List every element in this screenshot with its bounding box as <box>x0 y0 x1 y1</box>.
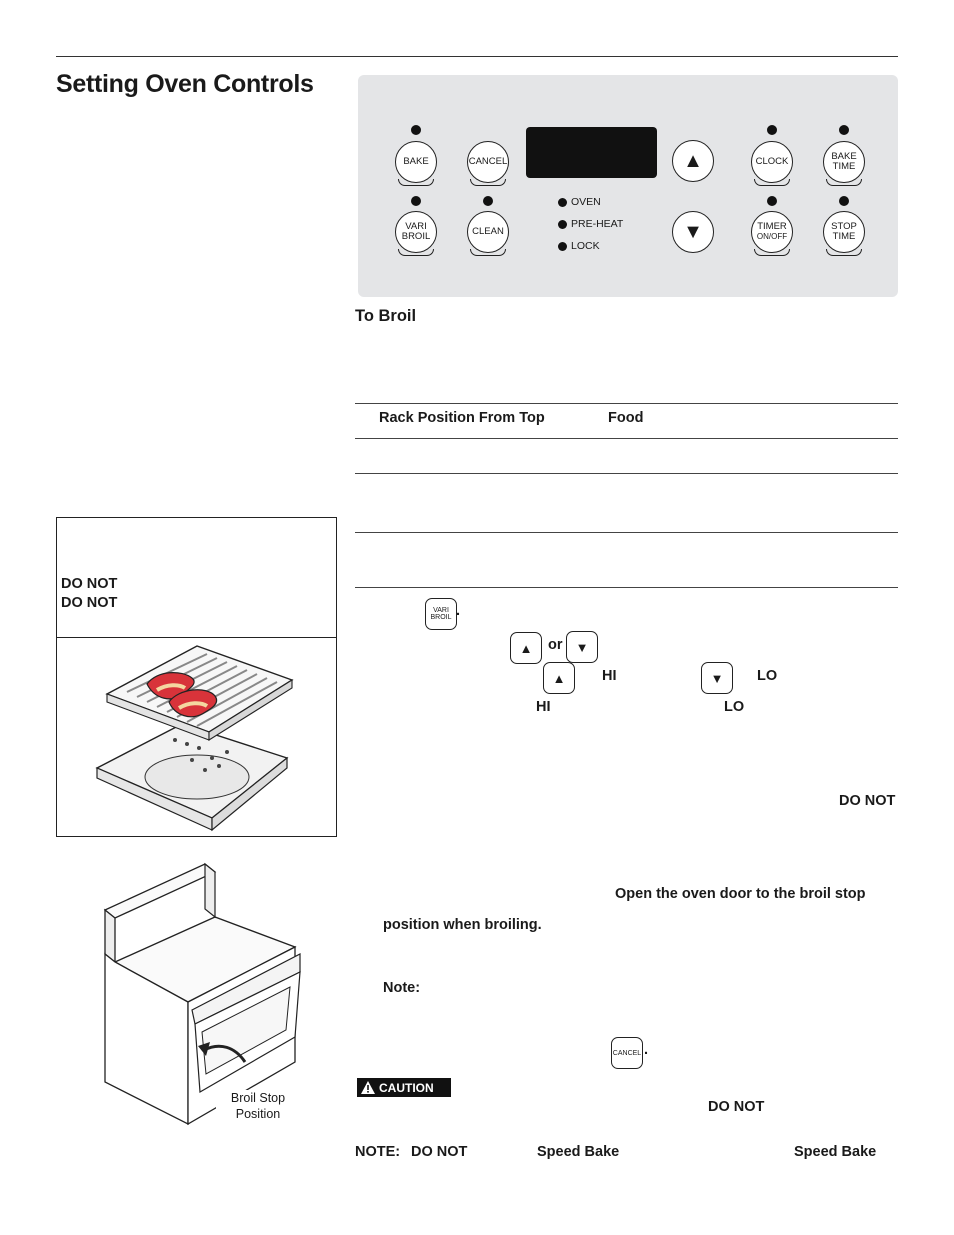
note-label: Note: <box>383 980 421 996</box>
warning-do-not: DO NOT <box>61 595 118 611</box>
section-heading: To Broil <box>355 307 417 325</box>
step-period: . <box>456 603 461 619</box>
top-rule <box>56 56 898 57</box>
table-rule <box>355 532 898 533</box>
table-rule <box>355 587 898 588</box>
down-arrow-icon: ▼ <box>566 631 598 663</box>
clean-indicator <box>483 196 493 206</box>
table-rule <box>355 473 898 474</box>
warning-do-not: DO NOT <box>61 576 118 592</box>
clock-indicator <box>767 125 777 135</box>
up-arrow-icon: ▲ <box>543 662 575 694</box>
up-arrow-button[interactable] <box>672 140 714 182</box>
stop-time-indicator <box>839 196 849 206</box>
stop-time-button[interactable]: STOP TIME <box>823 211 865 253</box>
oven-control-panel <box>358 75 898 297</box>
lo-label: LO <box>757 668 778 684</box>
hi-label: HI <box>602 668 617 684</box>
table-rule <box>355 403 898 404</box>
oven-status: OVEN <box>558 196 601 208</box>
down-arrow-icon: ▼ <box>683 220 703 243</box>
caution-do-not: DO NOT <box>708 1099 765 1115</box>
hi-label: HI <box>536 699 551 715</box>
preheat-status: PRE-HEAT <box>558 218 623 230</box>
bottom-note-do-not: DO NOT <box>411 1144 468 1160</box>
up-arrow-icon: ▲ <box>683 149 703 172</box>
table-header-rack: Rack Position From Top <box>379 410 545 426</box>
bake-time-indicator <box>839 125 849 135</box>
speed-bake-text: Speed Bake <box>537 1144 620 1160</box>
clock-display <box>526 127 657 178</box>
clock-button[interactable]: CLOCK <box>751 141 793 183</box>
timer-button[interactable]: TIMER ON/OFF <box>751 211 793 253</box>
step-period: . <box>644 1042 649 1058</box>
down-arrow-icon: ▼ <box>701 662 733 694</box>
cancel-button[interactable]: CANCEL <box>467 141 509 183</box>
up-arrow-icon: ▲ <box>510 632 542 664</box>
table-header-food: Food <box>608 410 644 426</box>
lo-label: LO <box>724 699 745 715</box>
broil-stop-label: Broil Stop Position <box>216 1090 300 1122</box>
vari-broil-indicator <box>411 196 421 206</box>
do-not-text: DO NOT <box>839 793 896 809</box>
broil-stop-instruction-cont: position when broiling. <box>383 917 542 933</box>
bottom-note-label: NOTE: <box>355 1144 401 1160</box>
page-title: Setting Oven Controls <box>56 70 314 98</box>
range-broil-stop-illustration <box>100 862 315 1128</box>
vari-broil-mini-icon: VARI BROIL <box>425 598 457 630</box>
bake-time-button[interactable]: BAKE TIME <box>823 141 865 183</box>
caution-badge: CAUTION <box>357 1078 451 1097</box>
speed-bake-text: Speed Bake <box>794 1144 877 1160</box>
warning-divider <box>57 637 336 638</box>
broiler-pan-illustration <box>87 640 307 834</box>
timer-indicator <box>767 196 777 206</box>
warning-box <box>56 517 337 837</box>
table-rule <box>355 438 898 439</box>
broil-stop-instruction: Open the oven door to the broil stop <box>615 886 866 902</box>
down-arrow-button[interactable] <box>672 211 714 253</box>
bake-indicator <box>411 125 421 135</box>
vari-broil-button[interactable]: VARI BROIL <box>395 211 437 253</box>
bake-button[interactable]: BAKE <box>395 141 437 183</box>
cancel-mini-icon: CANCEL <box>611 1037 643 1069</box>
lock-status: LOCK <box>558 240 600 252</box>
clean-button[interactable]: CLEAN <box>467 211 509 253</box>
or-text: or <box>548 637 563 653</box>
warning-triangle-icon <box>361 1081 375 1094</box>
